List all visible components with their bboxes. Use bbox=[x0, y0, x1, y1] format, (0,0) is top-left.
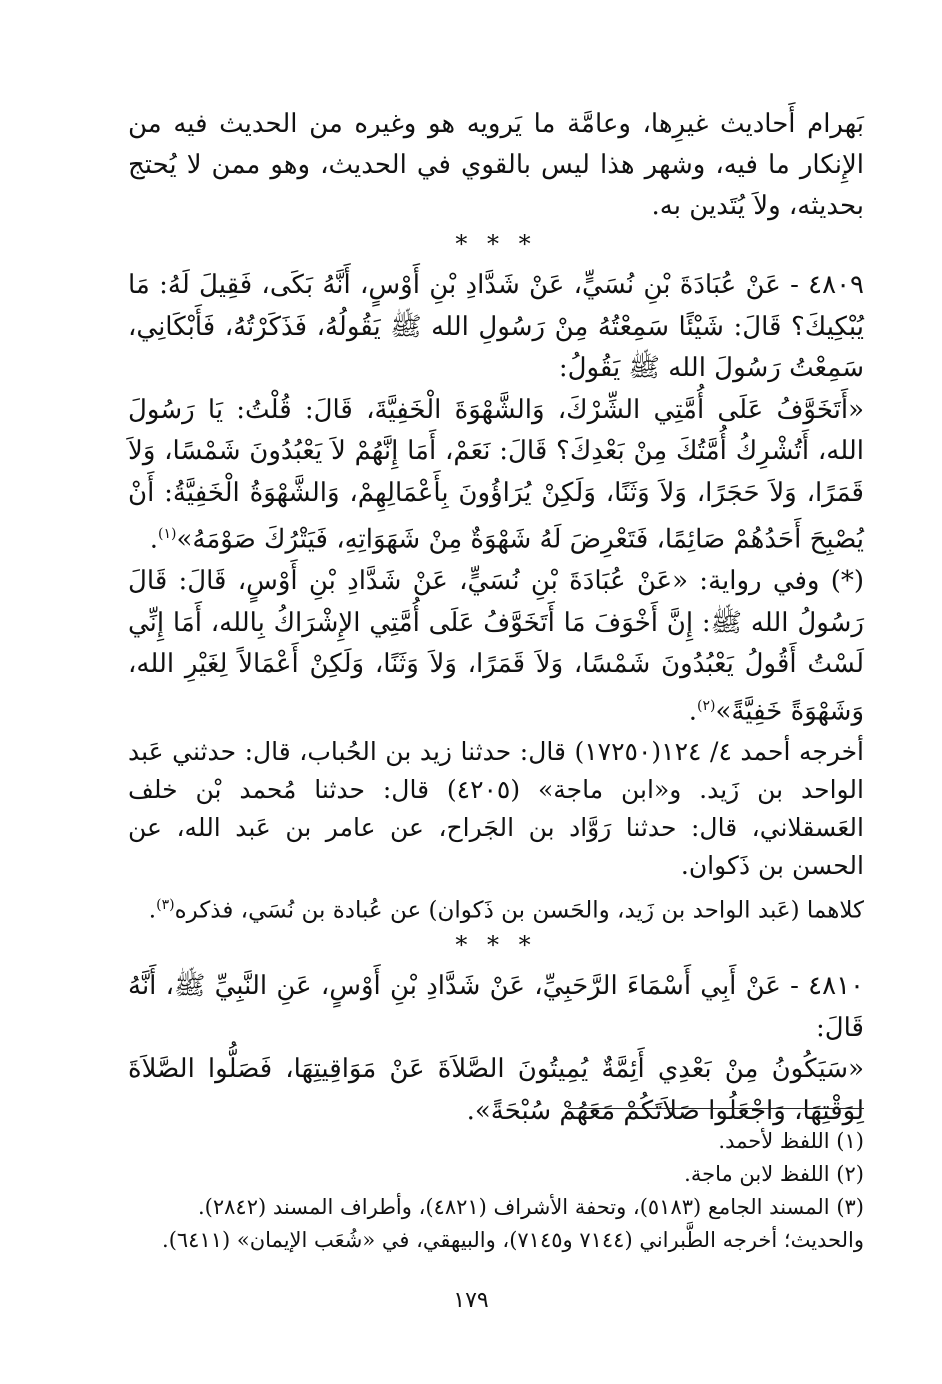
hadith-4809-takhrij: أخرجه أحمد ٤/ ١٢٤(١٧٢٥٠) قال: حدثنا زيد بن الحُباب، قال: حدثني عَبد الواحد بن زَيد. و«ابن ماجة» (٤٢٠٥) قال: حدثنا مُحمد بْن خلف العَسقلاني، قال: حدثنا رَوَّاد بن الجَراح، عن عامر بن عَبد الله، عن الحسن بن ذَكوان. bbox=[128, 736, 864, 880]
hadith-4809-intro: ٤٨٠٩ - عَنْ عُبَادَةَ بْنِ نُسَيٍّ، عَنْ شَدَّادِ بْنِ أَوْسٍ، أَنَّهُ بَكَى، فَقِيلَ لَهُ: مَا يُبْكِيكَ؟ قَالَ: شَيْئًا سَمِعْتُهُ مِنْ رَسُولِ الله ﷺ يَقُولُهُ، فَذَكَرْتُهُ، فَأَبْكَانِي، سَمِعْتُ رَسُولَ الله ﷺ يَقُولُ: bbox=[128, 270, 864, 383]
hadith-4809-takhrij-last-text: كلاهما (عَبد الواحد بن زَيد، والحَسن بن ذَكوان) عن عُبادة بن نُسَي، فذكره bbox=[174, 897, 864, 924]
footnote-3: (٣) المسند الجامع (٥١٨٣)، وتحفة الأشراف (٤٨٢١)، وأطراف المسند (٢٨٤٢). bbox=[198, 1195, 864, 1219]
intro-paragraph: بَهرام أَحاديث غيرِها، وعامَّة ما يَرويه هو وغيره من الحديث فيه من الإِنكار ما فيه، وشهر هذا ليس بالقوي في الحديث، وهو ممن لا يُحتج بحديثه، ولاَ يُتَدين به. bbox=[128, 109, 864, 221]
footnote-ref-2: (٢) bbox=[696, 697, 716, 714]
hadith-4809-riwaya-text: (*) وفي رواية: «عَنْ عُبَادَةَ بْنِ نُسَيٍّ، عَنْ شَدَّادِ بْنِ أَوْسٍ، قَالَ: قَالَ رَسُولُ الله ﷺ: إِنَّ أَخْوَفَ مَا أَتَخَوَّفُ عَلَى أُمَّتِي الإِشْرَاكُ بِالله، أَمَا إِنِّي لَسْتُ أَقُولُ يَعْبُدُونَ شَمْسًا، وَلاَ قَمَرًا، وَلاَ وَثَنًا، وَلَكِنْ أَعْمَالاً لِغَيْرِ الله، وَشَهْوَةً خَفِيَّةً» bbox=[128, 566, 864, 727]
hadith-4809-matn-text: «أَتَخَوَّفُ عَلَى أُمَّتِي الشِّرْكَ، وَالشَّهْوَةَ الْخَفِيَّةَ، قَالَ: قُلْتُ: يَا رَسُولَ الله، أَتُشْرِكُ أُمَّتُكَ مِنْ بَعْدِكَ؟ قَالَ: نَعَمْ، أَمَا إِنَّهُمْ لاَ يَعْبُدُونَ شَمْسًا، وَلاَ قَمَرًا، وَلاَ حَجَرًا، وَلاَ وَثَنًا، وَلَكِنْ يُرَاؤُونَ بِأَعْمَالِهِمْ، وَالشَّهْوَةُ الْخَفِيَّةُ: أَنْ يُصْبِحَ أَحَدُهُمْ صَائِمًا، فَتَعْرِضَ لَهُ شَهْوَةٌ مِنْ شَهَوَاتِهِ، فَيَتْرُكَ صَوْمَهُ» bbox=[128, 394, 864, 555]
hadith-4809-matn: «أَتَخَوَّفُ عَلَى أُمَّتِي الشِّرْكَ، وَالشَّهْوَةَ الْخَفِيَّةَ، قَالَ: قُلْتُ: يَا رَسُولَ الله، أَتُشْرِكُ أُمَّتُكَ مِنْ بَعْدِكَ؟ قَالَ: نَعَمْ، أَمَا إِنَّهُمْ لاَ يَعْبُدُونَ شَمْسًا، وَلاَ قَمَرًا، وَلاَ حَجَرًا، وَلاَ وَثَنًا، وَلَكِنْ يُرَاؤُونَ بِأَعْمَالِهِمْ، وَالشَّهْوَةُ الْخَفِيَّةُ: أَنْ يُصْبِحَ أَحَدُهُمْ صَائِمًا، فَتَعْرِضَ لَهُ شَهْوَةٌ مِنْ شَهَوَاتِهِ، فَيَتْرُكَ صَوْمَهُ»$^{(١)}$. bbox=[128, 394, 864, 555]
footnote-ref-3: (٣) bbox=[156, 896, 175, 913]
main-text bbox=[128, 104, 864, 1132]
hadith-4809-riwaya: (*) وفي رواية: «عَنْ عُبَادَةَ بْنِ نُسَيٍّ، عَنْ شَدَّادِ بْنِ أَوْسٍ، قَالَ: قَالَ رَسُولُ الله ﷺ: إِنَّ أَخْوَفَ مَا أَتَخَوَّفُ عَلَى أُمَّتِي الإِشْرَاكُ بِالله، أَمَا إِنِّي لَسْتُ أَقُولُ يَعْبُدُونَ شَمْسًا، وَلاَ قَمَرًا، وَلاَ وَثَنًا، وَلَكِنْ أَعْمَالاً لِغَيْرِ الله، وَشَهْوَةً خَفِيَّةً»$^{(٢)}$. bbox=[128, 566, 864, 727]
footnote-ref-1: (١) bbox=[158, 526, 177, 542]
hadith-4810-intro: ٤٨١٠ - عَنْ أَبِي أَسْمَاءَ الرَّحَبِيِّ، عَنْ شَدَّادِ بْنِ أَوْسٍ، عَنِ النَّبِيِّ ﷺ، أَنَّهُ قَالَ: bbox=[128, 971, 864, 1043]
footnotes bbox=[128, 1108, 864, 1257]
footnote-divider bbox=[568, 1108, 864, 1109]
page-number: ١٧٩ bbox=[453, 1288, 489, 1313]
footnote-2: (٢) اللفظ لابن ماجة. bbox=[684, 1162, 864, 1186]
footnote-3-continuation: والحديث؛ أخرجه الطَّبراني (٧١٤٤ و٧١٤٥)، والبيهقي، في «شُعَب الإيمان» (٦٤١١). bbox=[162, 1228, 864, 1252]
section-separator-2: * * * bbox=[455, 931, 537, 960]
section-separator: * * * bbox=[455, 230, 537, 258]
hadith-4809-takhrij-last: كلاهما (عَبد الواحد بن زَيد، والحَسن بن ذَكوان) عن عُبادة بن نُسَي، فذكره$^{(٣)}$. bbox=[148, 896, 864, 924]
footnote-1: (١) اللفظ لأحمد. bbox=[718, 1129, 864, 1153]
hadith-4810-matn: «سَيَكُونُ مِنْ بَعْدِي أَئِمَّةٌ يُمِيتُونَ الصَّلاَةَ عَنْ مَوَاقِيتِهَا، فَصَلُّوا الصَّلاَةَ لِوَقْتِهَا، وَاجْعَلُوا صَلاَتَكُمْ مَعَهُمْ سُبْحَةً». bbox=[128, 1054, 864, 1126]
